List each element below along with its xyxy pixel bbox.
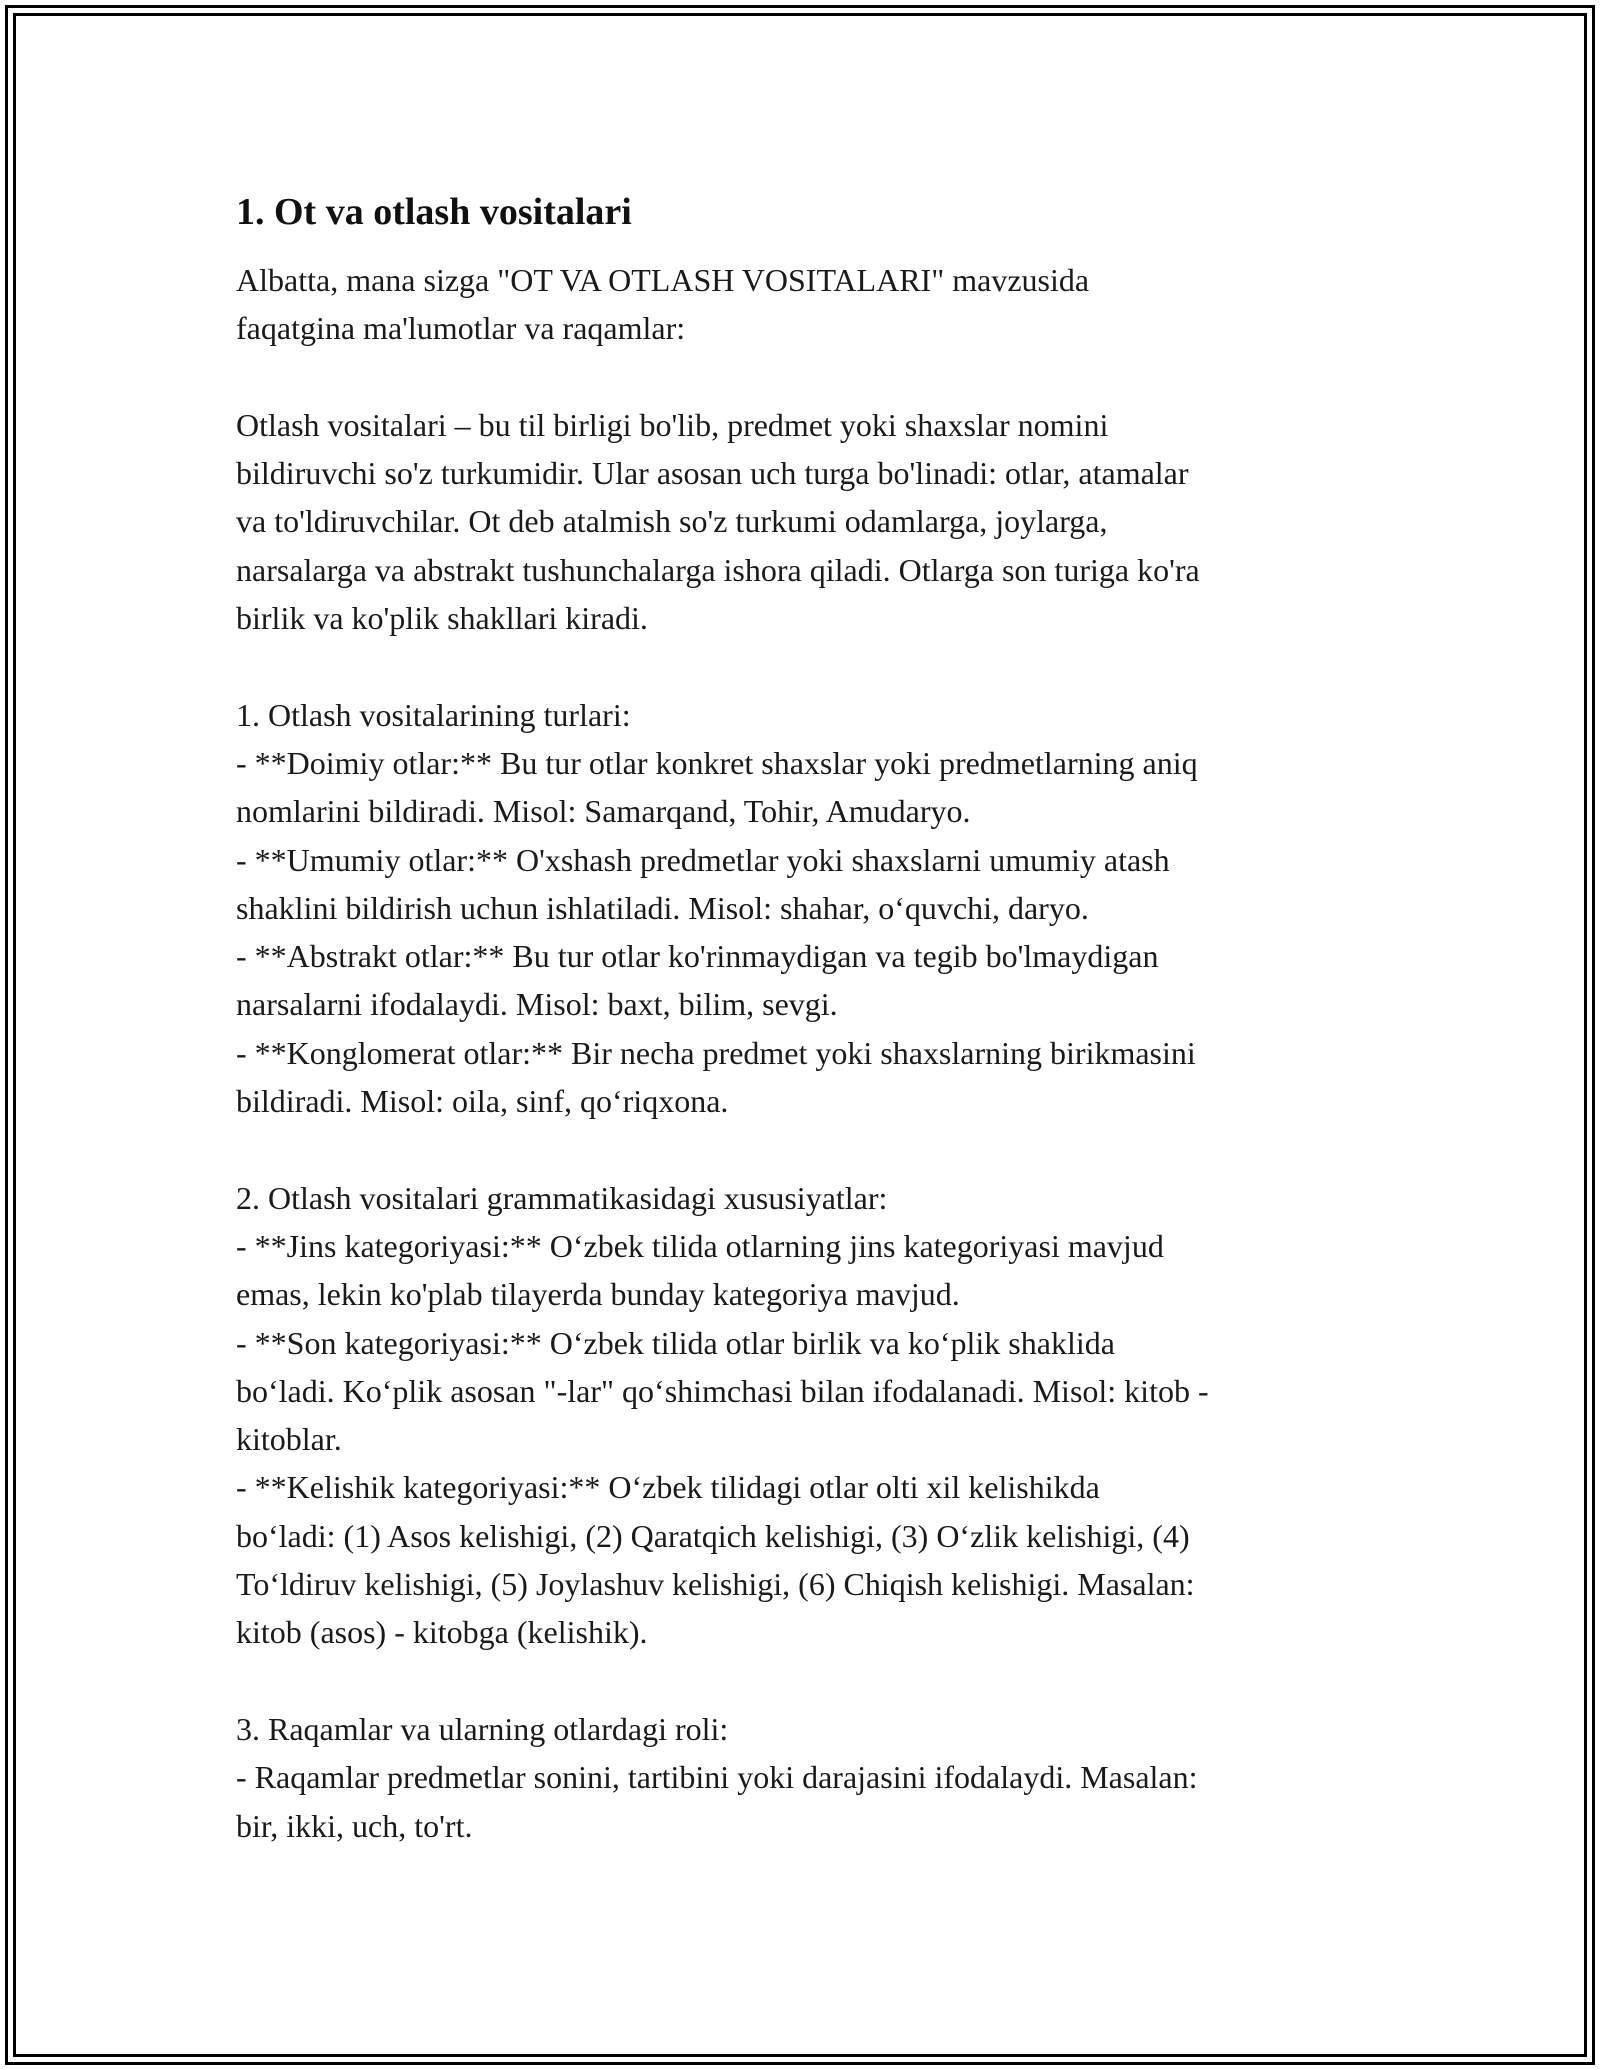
document-body: Albatta, mana sizga "OT VA OTLASH VOSITALARI" mavzusida faqatgina ma'lumotlar va raqamlar: Otlash vositalari – bu til birligi bo'lib, predmet yoki shaxslar nomini bildiruvchi so'z turkumidir. Ular asosan uch turga bo'linadi: otlar, atamalar va to'ldiruvchilar. Ot deb atalmish so'z turkumi odamlarga, joylarga, narsalarga va abstrakt tushunchalarga ishora qiladi. Otlarga son turiga ko'ra birlik va ko'plik shakllari kiradi. 1. Otlash vositalarining turlari: - **Doimiy otlar:** Bu tur otlar konkret shaxslar yoki predmetlarning aniq nomlarini bildiradi. Misol: Samarqand, Tohir, Amudaryo. - **Umumiy otlar:** O'xshash predmetlar yoki shaxslarni umumiy atash shaklini bildirish uchun ishlatiladi. Misol: shahar, o‘quvchi, daryo. - **Abstrakt otlar:** Bu tur otlar ko'rinmaydigan va tegib bo'lmaydigan narsalarni ifodalaydi. Misol: baxt, bilim, sevgi. - **Konglomerat otlar:** Bir necha predmet yoki shaxslarning birikmasini bildiradi. Misol: oila, sinf, qo‘riqxona. 2. Otlash vositalari grammatikasidagi xususiyatlar: - **Jins kategoriyasi:** O‘zbek tilida otlarning jins kategoriyasi mavjud emas, lekin ko'plab tilayerda bunday kategoriya mavjud. - **Son kategoriyasi:** O‘zbek tilida otlar birlik va ko‘plik shaklida bo‘ladi. Ko‘plik asosan "-lar" qo‘shimchasi bilan ifodalanadi. Misol: kitob - kitoblar. - **Kelishik kategoriyasi:** O‘zbek tilidagi otlar olti xil kelishikda bo‘ladi: (1) Asos kelishigi, (2) Qaratqich kelishigi, (3) O‘zlik kelishigi, (4) To‘ldiruv kelishigi, (5) Joylashuv kelishigi, (6) Chiqish kelishigi. Masalan: kitob (asos) - kitobga (kelishik). 3. Raqamlar va ularning otlardagi roli: - Raqamlar predmetlar sonini, tartibini yoki darajasini ifodalaydi. Masalan: bir, ikki, uch, to'rt. bbox=[236, 262, 1209, 1844]
document-content bbox=[236, 186, 1396, 1850]
document-heading: 1. Ot va otlash vositalari bbox=[236, 191, 632, 233]
